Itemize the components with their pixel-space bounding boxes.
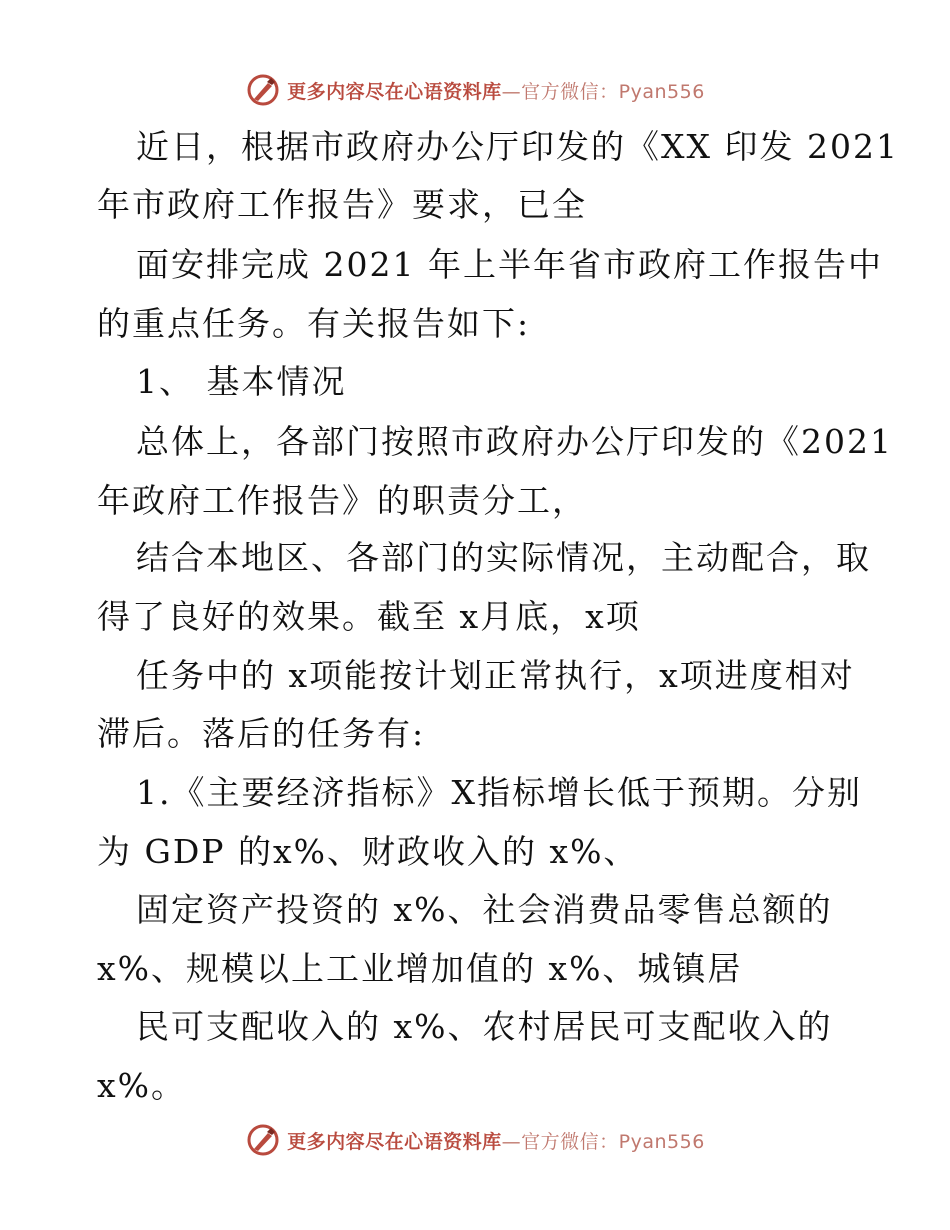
paragraph-line: 结合本地区、各部门的实际情况，主动配合，取 — [136, 538, 871, 577]
paragraph-line: 民可支配收入的 x%、农村居民可支配收入的 — [136, 1007, 833, 1046]
paragraph-line: 的重点任务。有关报告如下: — [97, 304, 531, 343]
watermark-brand: 更多内容尽在心语资料库 — [287, 80, 502, 103]
paragraph-line: x%、规模以上工业增加值的 x%、城镇居 — [97, 949, 743, 988]
paragraph-line: 近日，根据市政府办公厅印发的《XX 印发 2021 — [136, 127, 899, 166]
paragraph-line: 得了良好的效果。截至 x月底，x项 — [97, 597, 641, 636]
paragraph-line: 任务中的 x项能按计划正常执行，x项进度相对 — [136, 656, 855, 695]
paragraph-line: 面安排完成 2021 年上半年省市政府工作报告中 — [136, 245, 883, 284]
paragraph-line: 年市政府工作报告》要求，已全 — [97, 185, 587, 224]
watermark-brand: 更多内容尽在心语资料库 — [287, 1130, 502, 1153]
watermark-header — [0, 70, 950, 110]
paragraph-line: 滞后。落后的任务有: — [97, 714, 426, 753]
paragraph-line: 固定资产投资的 x%、社会消费品零售总额的 — [136, 890, 833, 929]
watermark-text — [287, 1127, 705, 1154]
paragraph-line: x%。 — [97, 1066, 186, 1105]
watermark-suffix: —官方微信：Pyan556 — [501, 80, 705, 103]
watermark-footer — [0, 1120, 950, 1160]
watermark-suffix: —官方微信：Pyan556 — [501, 1130, 705, 1153]
paragraph-line: 年政府工作报告》的职责分工， — [97, 481, 587, 520]
section-heading: 1、 基本情况 — [136, 362, 347, 401]
paragraph-line: 为 GDP 的x%、财政收入的 x%、 — [97, 832, 639, 871]
pen-circle-logo-icon — [245, 1122, 281, 1158]
watermark-text — [287, 77, 705, 104]
pen-circle-logo-icon — [245, 72, 281, 108]
paragraph-line: 总体上，各部门按照市政府办公厅印发的《2021 — [136, 422, 893, 461]
paragraph-line: 1.《主要经济指标》X指标增长低于预期。分别 — [136, 773, 862, 812]
